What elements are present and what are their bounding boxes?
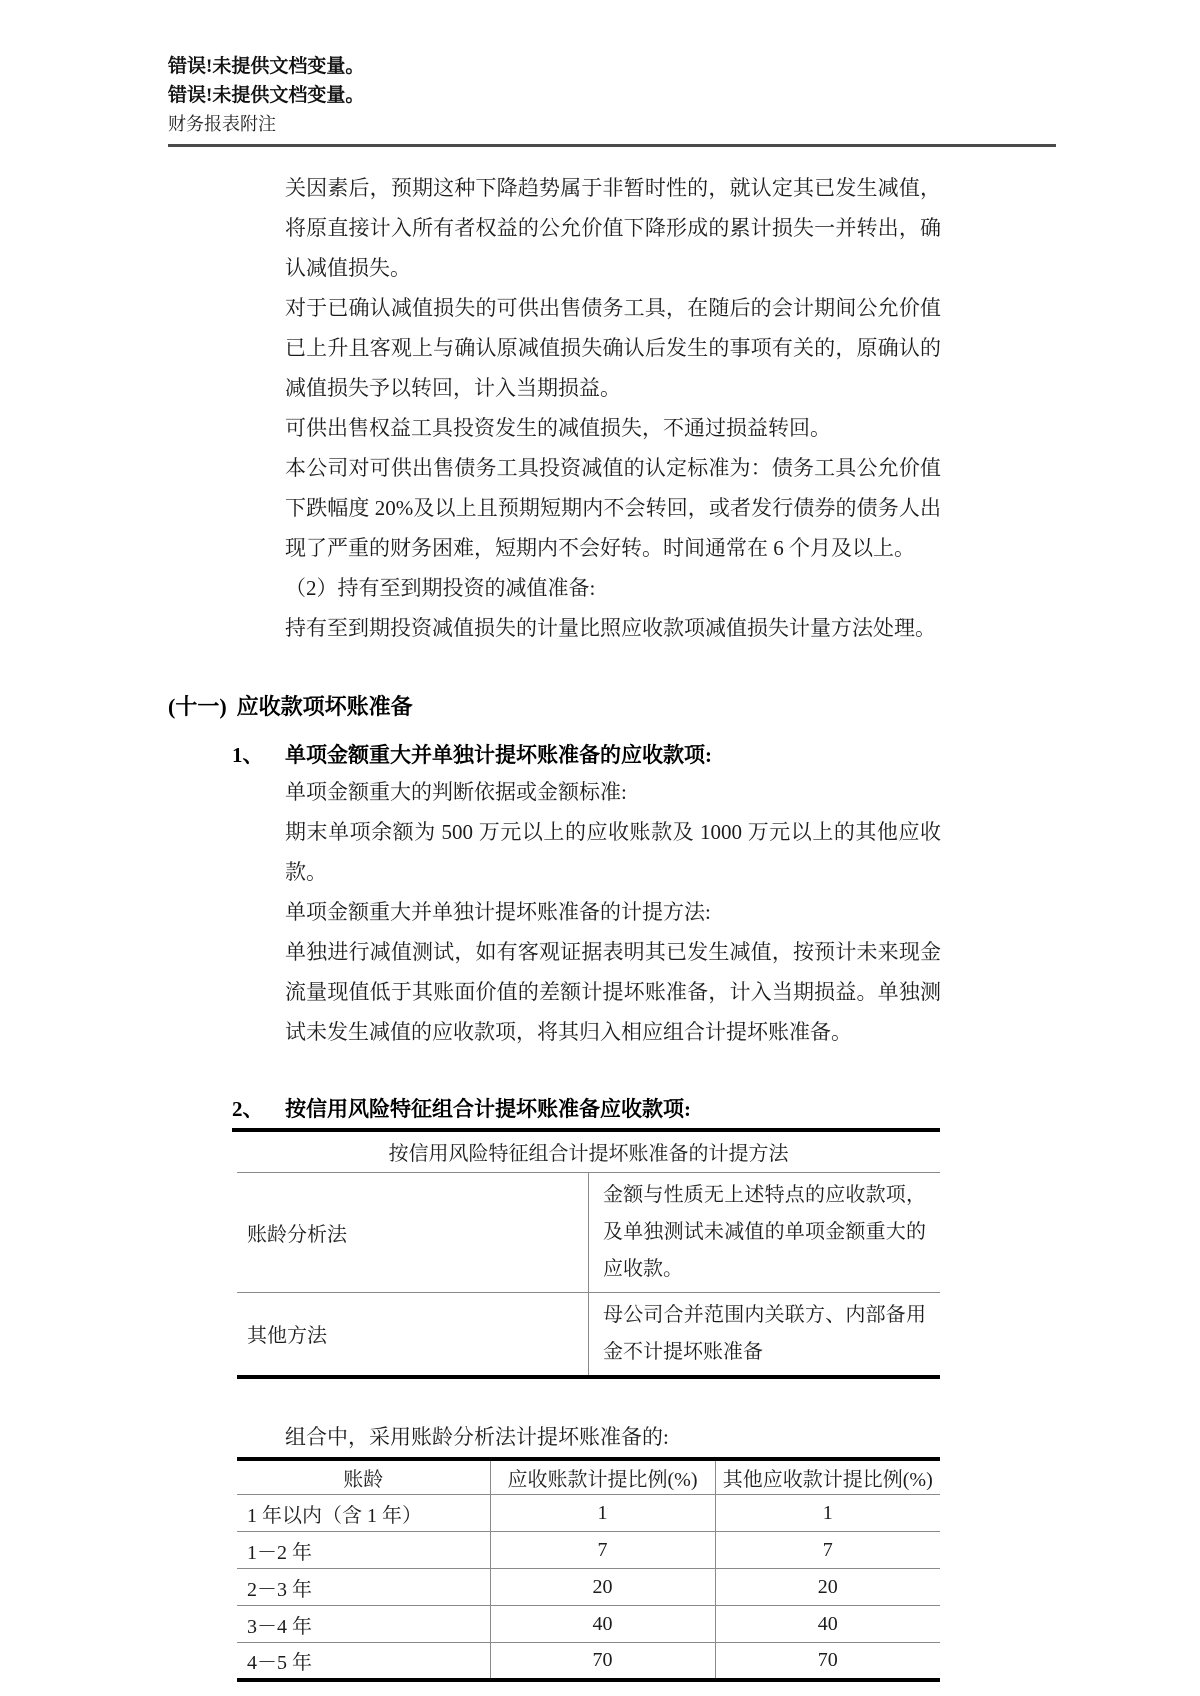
method-table-title: 按信用风险特征组合计提坏账准备的计提方法 [237,1132,940,1172]
age-cell: 2－3 年 [237,1569,490,1606]
header-error-line-1: 错误!未提供文档变量。 [168,56,365,77]
item-1-paragraphs [285,772,941,1052]
age-cell: 3－4 年 [237,1606,490,1643]
ratio-cell: 7 [715,1532,940,1569]
ratio-cell: 40 [490,1606,715,1643]
paragraph: 单项金额重大的判断依据或金额标准: [285,780,627,804]
age-cell: 1－2 年 [237,1532,490,1569]
paragraph: （2）持有至到期投资的减值准备: [285,576,596,600]
ratio-cell: 20 [490,1569,715,1606]
table-row [237,1643,940,1680]
table-row [237,1495,940,1532]
column-header: 应收账款计提比例(%) [490,1459,715,1495]
section-title: 应收款项坏账准备 [236,694,413,719]
method-cell: 账龄分析法 [237,1172,589,1292]
paragraph: 期末单项余额为 500 万元以上的应收账款及 1000 万元以上的其他应收款。 [285,820,941,884]
ratio-cell: 1 [490,1495,715,1532]
paragraph: 单独进行减值测试，如有客观证据表明其已发生减值，按预计未来现金流量现值低于其账面价值的差额计提坏账准备，计入当期损益。单独测试未发生减值的应收款项，将其归入相应组合计提坏账准备。 [285,940,941,1044]
header-subtitle: 财务报表附注 [168,114,276,134]
method-table-title-row [237,1132,940,1172]
table-row [237,1532,940,1569]
item-1-title: 单项金额重大并单独计提坏账准备的应收款项: [285,743,712,767]
paragraph: 关因素后，预期这种下降趋势属于非暂时性的，就认定其已发生减值，将原直接计入所有者权益的公允价值下降形成的累计损失一并转出，确认减值损失。 [285,176,941,280]
paragraph: 本公司对可供出售债务工具投资减值的认定标准为：债务工具公允价值下跌幅度 20%及以上且预期短期内不会转回，或者发行债券的债务人出现了严重的财务困难，短期内不会好转。时间通常在 6 个月及以上。 [285,456,941,560]
header-error-line-2: 错误!未提供文档变量。 [168,85,365,106]
column-header: 账龄 [237,1459,490,1495]
method-cell: 其他方法 [237,1292,589,1377]
ratio-cell: 70 [817,1648,838,1671]
paragraph: 对于已确认减值损失的可供出售债务工具，在随后的会计期间公允价值已上升且客观上与确认原减值损失确认后发生的事项有关的，原确认的减值损失予以转回，计入当期损益。 [285,296,941,400]
paragraph: 持有至到期投资减值损失的计量比照应收款项减值损失计量方法处理。 [285,616,936,640]
header-rule [168,144,1056,147]
table-row [237,1292,940,1377]
item-1-heading [232,740,1200,770]
item-1-number: 1、 [232,743,264,767]
item-2-heading [232,1094,940,1132]
ratio-cell: 7 [490,1532,715,1569]
column-header: 其他应收款计提比例(%) [715,1459,940,1495]
ratio-cell: 20 [715,1569,940,1606]
method-table [237,1132,940,1379]
age-cell: 4－5 年 [237,1643,490,1680]
paragraph: 可供出售权益工具投资发生的减值损失，不通过损益转回。 [285,416,831,440]
section-11-heading [168,692,1200,722]
aging-table [237,1457,940,1682]
item-2-title: 按信用风险特征组合计提坏账准备应收款项: [285,1097,691,1121]
aging-table-note: 组合中，采用账龄分析法计提坏账准备的: [285,1424,669,1449]
paragraph: 单项金额重大并单独计提坏账准备的计提方法: [285,900,711,924]
aging-table-header-row [237,1459,940,1495]
ratio-cell: 40 [715,1606,940,1643]
page-header [168,52,1200,138]
ratio-cell: 70 [490,1643,715,1680]
table-row [237,1606,940,1643]
description-cell: 母公司合并范围内关联方、内部备用金不计提坏账准备 [603,1303,926,1363]
ratio-cell: 1 [715,1495,940,1532]
body-paragraphs [285,168,941,648]
section-number: (十一) [168,694,227,719]
item-2-number: 2、 [232,1097,264,1121]
table-row [237,1172,940,1292]
description-cell: 金额与性质无上述特点的应收款项，及单独测试未减值的单项金额重大的应收款。 [603,1183,926,1280]
age-cell: 1 年以内（含 1 年） [237,1495,490,1532]
table-row [237,1569,940,1606]
